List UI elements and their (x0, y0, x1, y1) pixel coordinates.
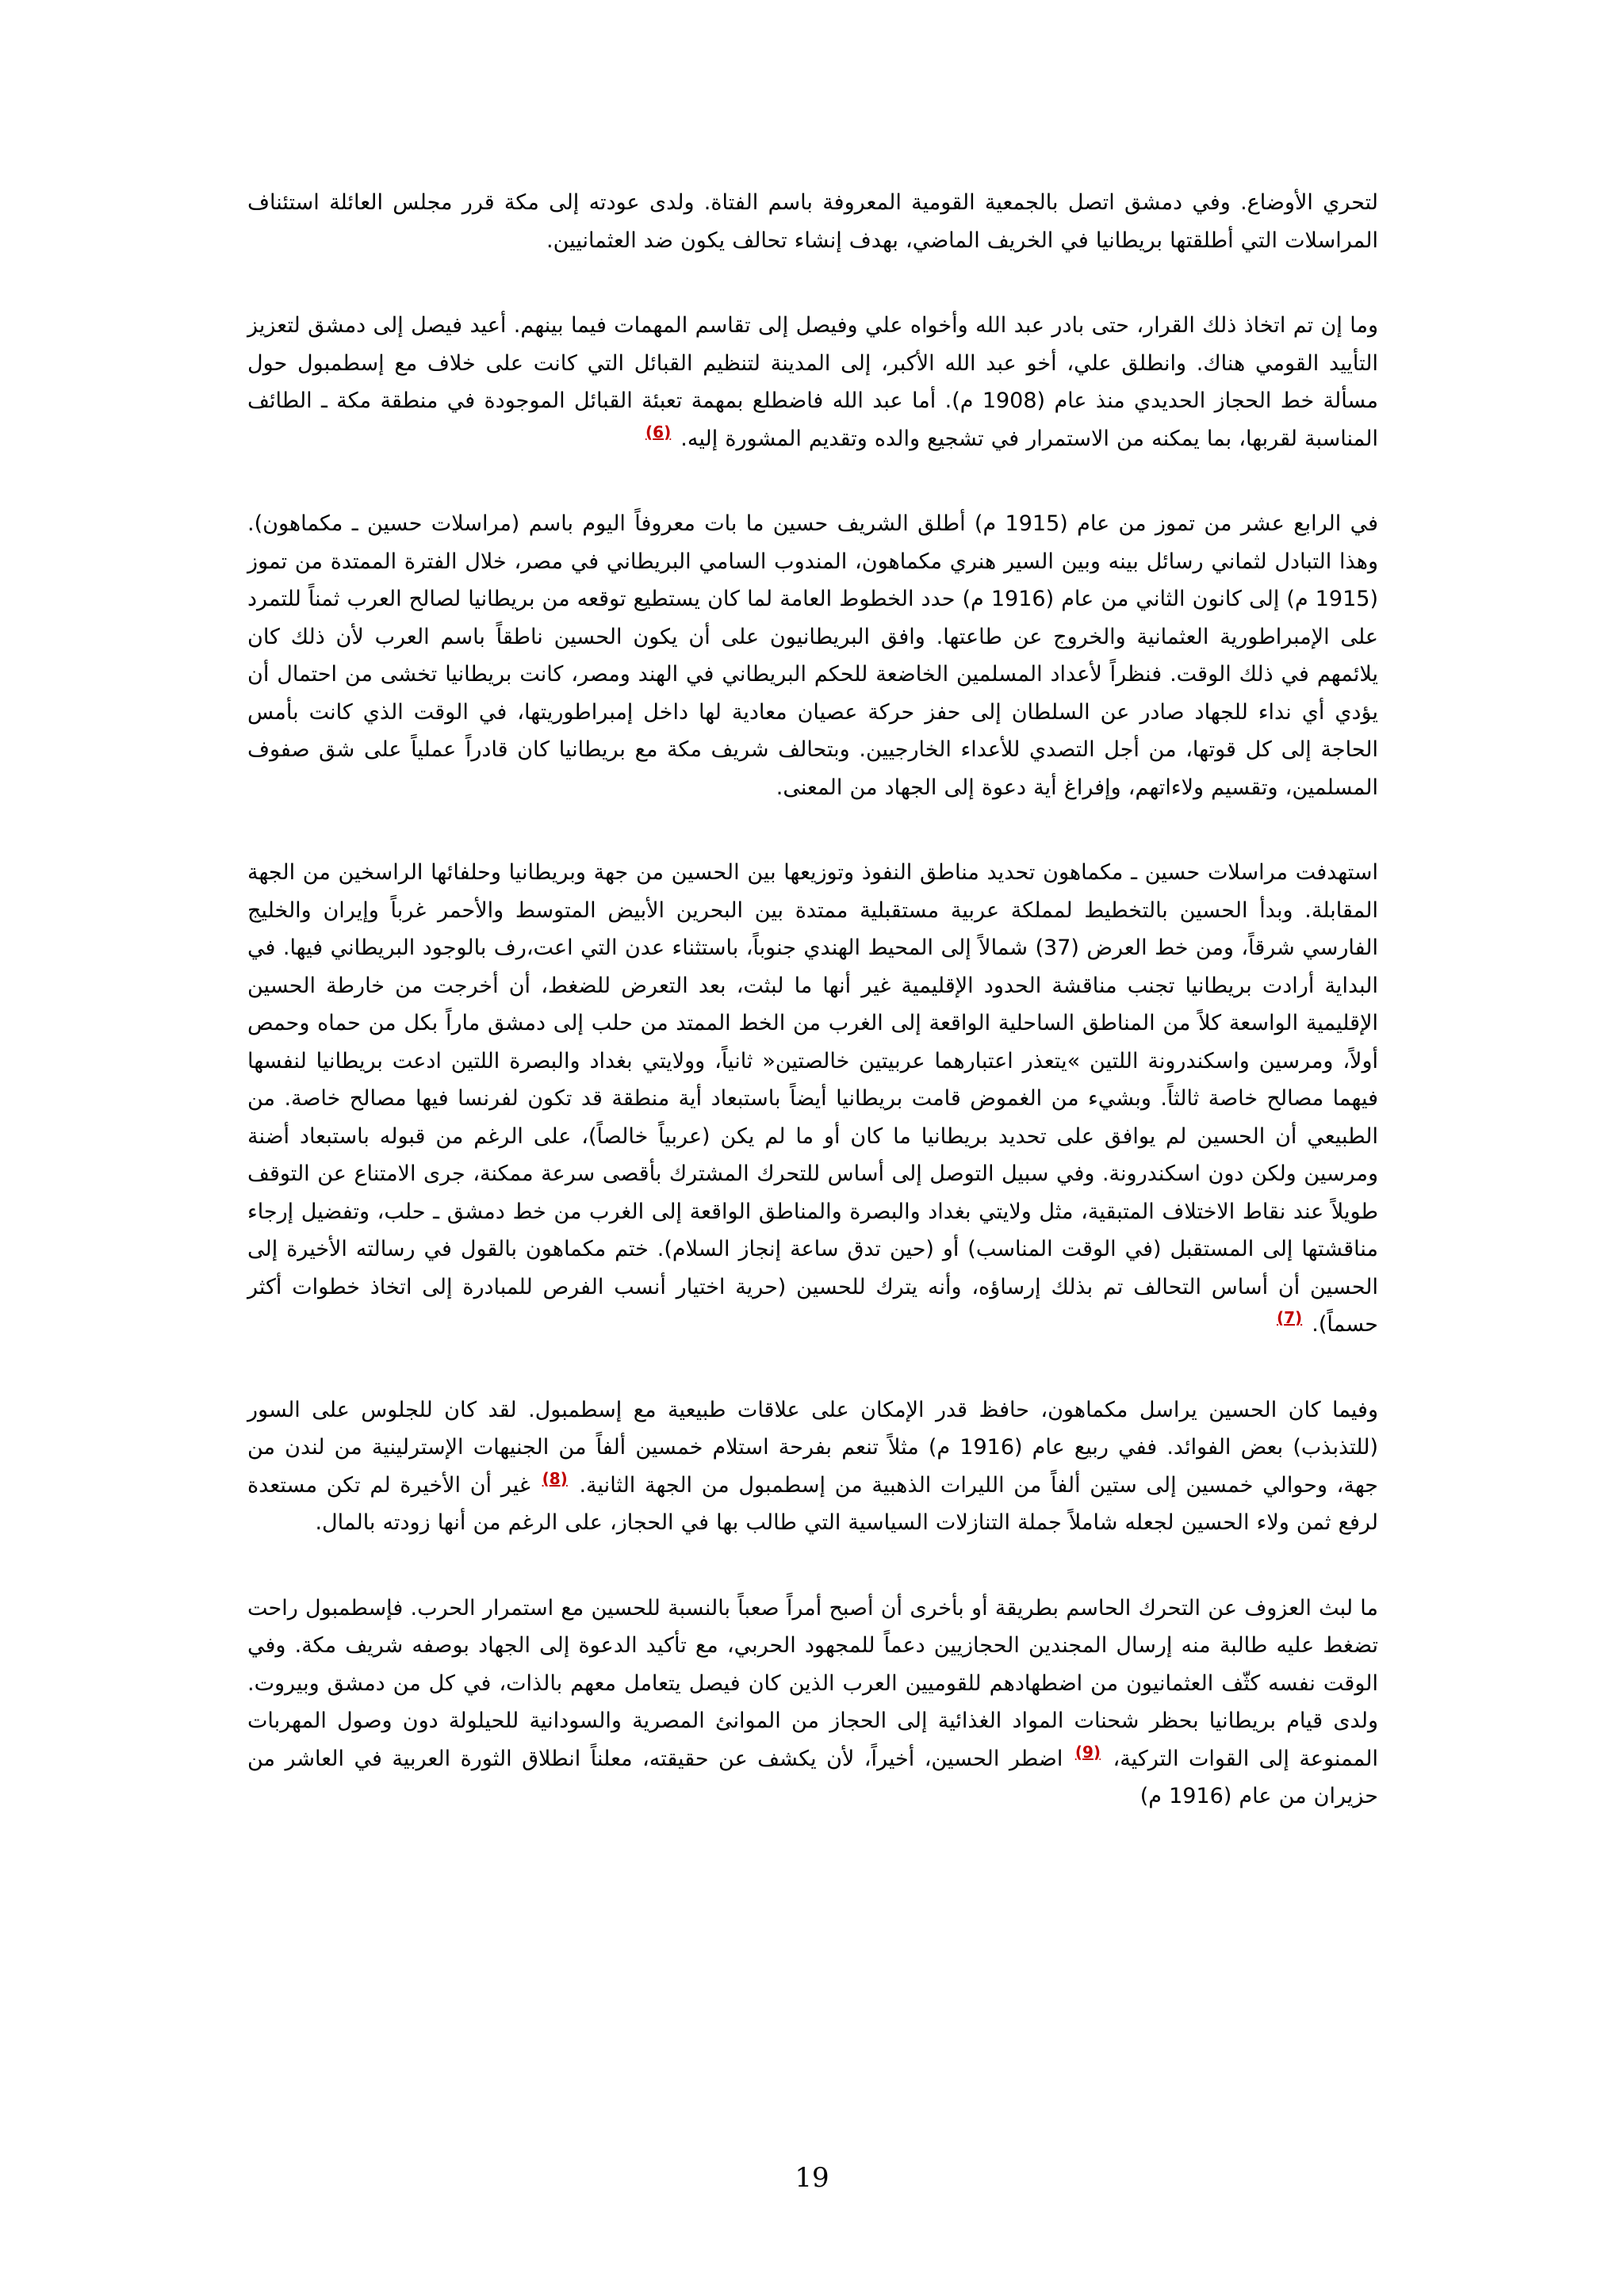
paragraph-5 (247, 1391, 1378, 1542)
page-number: 19 (795, 2162, 829, 2194)
paragraph-1 (247, 184, 1378, 259)
footnote-link-7[interactable]: (7) (1276, 1308, 1303, 1327)
paragraph-4 (247, 854, 1378, 1344)
paragraph-4-text: استهدفت مراسلات حسين ـ مكماهون تحديد مناطق النفوذ وتوزيعها بين الحسين من جهة وبريطانيا وحلفائها الراسخين من الجهة المقابلة. وبدأ الحسين بالتخطيط لمملكة عربية مستقبلية ممتدة بين البحرين الأبيض المتوسط والأحمر غرباً وإيران والخليج الفارسي شرقاً، ومن خط العرض (37) شمالاً إلى المحيط الهندي جنوباً، باستثناء عدن التي اعت،رف بالوجود البريطاني فيها. في البداية أرادت بريطانيا تجنب مناقشة الحدود الإقليمية غير أنها ما لبثت، بعد التعرض للضغط، أن أخرجت من خارطة الحسين الإقليمية الواسعة كلاً من المناطق الساحلية الواقعة إلى الغرب من الخط الممتد من حلب إلى دمشق ماراً بكل من حماه وحمص أولاً، ومرسين واسكندرونة اللتين »يتعذر اعتبارهما عربيتين خالصتين« ثانياً، وولايتي بغداد والبصرة اللتين ادعت بريطانيا لنفسها فيهما مصالح خاصة ثالثاً. وبشيء من الغموض قامت بريطانيا أيضاً باستبعاد أية منطقة قد تكون لفرنسا فيها مصالح خاصة. من الطبيعي أن الحسين لم يوافق على تحديد بريطانيا ما كان أو ما لم يكن (عربياً خالصاً)، على الرغم من قبوله باستبعاد أضنة ومرسين ولكن دون اسكندرونة. وفي سبيل التوصل إلى أساس للتحرك المشترك بأقصى سرعة ممكنة، جرى الامتناع عن التوقف طويلاً عند نقاط الاختلاف المتبقية، مثل ولايتي بغداد والبصرة والمناطق الواقعة إلى الغرب من خط دمشق ـ حلب، وتفضيل إرجاء مناقشتها إلى المستقبل (في الوقت المناسب) أو (حين تدق ساعة إنجاز السلام). ختم مكماهون بالقول في رسالته الأخيرة إلى الحسين أن أساس التحالف تم بذلك إرساؤه، وأنه يترك للحسين (حرية اختيار أنسب الفرص للمبادرة إلى اتخاذ خطوات أكثر حسماً). (247, 860, 1378, 1337)
paragraph-2 (247, 307, 1378, 457)
page-body (247, 184, 1378, 1863)
paragraph-3-text: في الرابع عشر من تموز من عام (1915 م) أطلق الشريف حسين ما بات معروفاً اليوم باسم (مراسلات حسين ـ مكماهون). وهذا التبادل لثماني رسائل بينه وبين السير هنري مكماهون، المندوب السامي البريطاني في مصر، خلال الفترة الممتدة من تموز (1915 م) إلى كانون الثاني من عام (1916 م) حدد الخطوط العامة لما كان يستطيع توقعه من بريطانيا لصالح العرب ثمناً للتمرد على الإمبراطورية العثمانية والخروج عن طاعتها. وافق البريطانيون على أن يكون الحسين ناطقاً باسم العرب لأن ذلك كان يلائمهم في ذلك الوقت. فنظراً لأعداد المسلمين الخاضعة للحكم البريطاني في الهند ومصر، كانت بريطانيا تخشى من احتمال أن يؤدي أي نداء للجهاد صادر عن السلطان إلى حفز حركة عصيان معادية لها داخل إمبراطوريتها، في الوقت الذي كانت بأمس الحاجة إلى كل قوتها، من أجل التصدي للأعداء الخارجيين. وبتحالف شريف مكة مع بريطانيا كان قادراً عملياً على شق صفوف المسلمين، وتقسيم ولاءاتهم، وإفراغ أية دعوة إلى الجهاد من المعنى. (247, 511, 1379, 800)
footnote-link-8[interactable]: (8) (542, 1468, 568, 1488)
paragraph-6-text-continued: اضطر الحسين، أخيراً، لأن يكشف عن حقيقته، معلناً انطلاق الثورة العربية في العاشر من حزيران من عام (1916 م) (247, 1746, 1378, 1808)
paragraph-6 (247, 1590, 1378, 1816)
paragraph-6-text: ما لبث العزوف عن التحرك الحاسم بطريقة أو بأخرى أن أصبح أمراً صعباً بالنسبة للحسين مع استمرار الحرب. فإسطمبول راحت تضغط عليه طالبة منه إرسال المجندين الحجازيين دعماً للمجهود الحربي، مع تأكيد الدعوة إلى الجهاد بوصفه شريف مكة. وفي الوقت نفسه كثّف العثمانيون من اضطهادهم للقوميين العرب الذين كان فيصل يتعامل معهم بالذات، في كل من دمشق وبيروت. ولدى قيام بريطانيا بحظر شحنات المواد الغذائية إلى الحجاز من الموانئ المصرية والسودانية للحيلولة دون وصول المهربات الممنوعة إلى القوات التركية، (247, 1595, 1378, 1771)
footnote-link-6[interactable]: (6) (645, 422, 672, 442)
paragraph-5-text: وفيما كان الحسين يراسل مكماهون، حافظ قدر الإمكان على علاقات طبيعية مع إسطمبول. لقد كان للجلوس على السور (للتذبذب) بعض الفوائد. ففي ربيع عام (1916 م) مثلاً تنعم بفرحة استلام خمسين ألفاً من الجنيهات الإسترلينية من لندن من جهة، وحوالي خمسين إلى ستين ألفاً من الليرات الذهبية من إسطمبول من الجهة الثانية. (247, 1397, 1379, 1498)
paragraph-1-text: لتحري الأوضاع. وفي دمشق اتصل بالجمعية القومية المعروفة باسم الفتاة. ولدى عودته إلى مكة قرر مجلس العائلة استئناف المراسلات التي أطلقتها بريطانيا في الخريف الماضي، بهدف إنشاء تحالف يكون ضد العثمانيين. (247, 190, 1378, 253)
paragraph-3 (247, 505, 1378, 806)
footnote-link-9[interactable]: (9) (1074, 1742, 1101, 1762)
paragraph-5-text-continued: غير أن الأخيرة لم تكن مستعدة لرفع ثمن ولاء الحسين لجعله شاملاً جملة التنازلات السياسية التي طالب بها في الحجاز، على الرغم من أنها زودته بالمال. (247, 1472, 1378, 1535)
paragraph-2-text: وما إن تم اتخاذ ذلك القرار، حتى بادر عبد الله وأخواه علي وفيصل إلى تقاسم المهمات فيما بينهم. أعيد فيصل إلى دمشق لتعزيز التأييد القومي هناك. وانطلق علي، أخو عبد الله الأكبر، إلى المدينة لتنظيم القبائل التي كانت على خلاف مع إسطمبول حول مسألة خط الحجاز الحديدي منذ عام (1908 م). أما عبد الله فاضطلع بمهمة تعبئة القبائل الموجودة في منطقة مكة ـ الطائف المناسبة لقربها، بما يمكنه من الاستمرار في تشجيع والده وتقديم المشورة إليه. (247, 313, 1378, 451)
